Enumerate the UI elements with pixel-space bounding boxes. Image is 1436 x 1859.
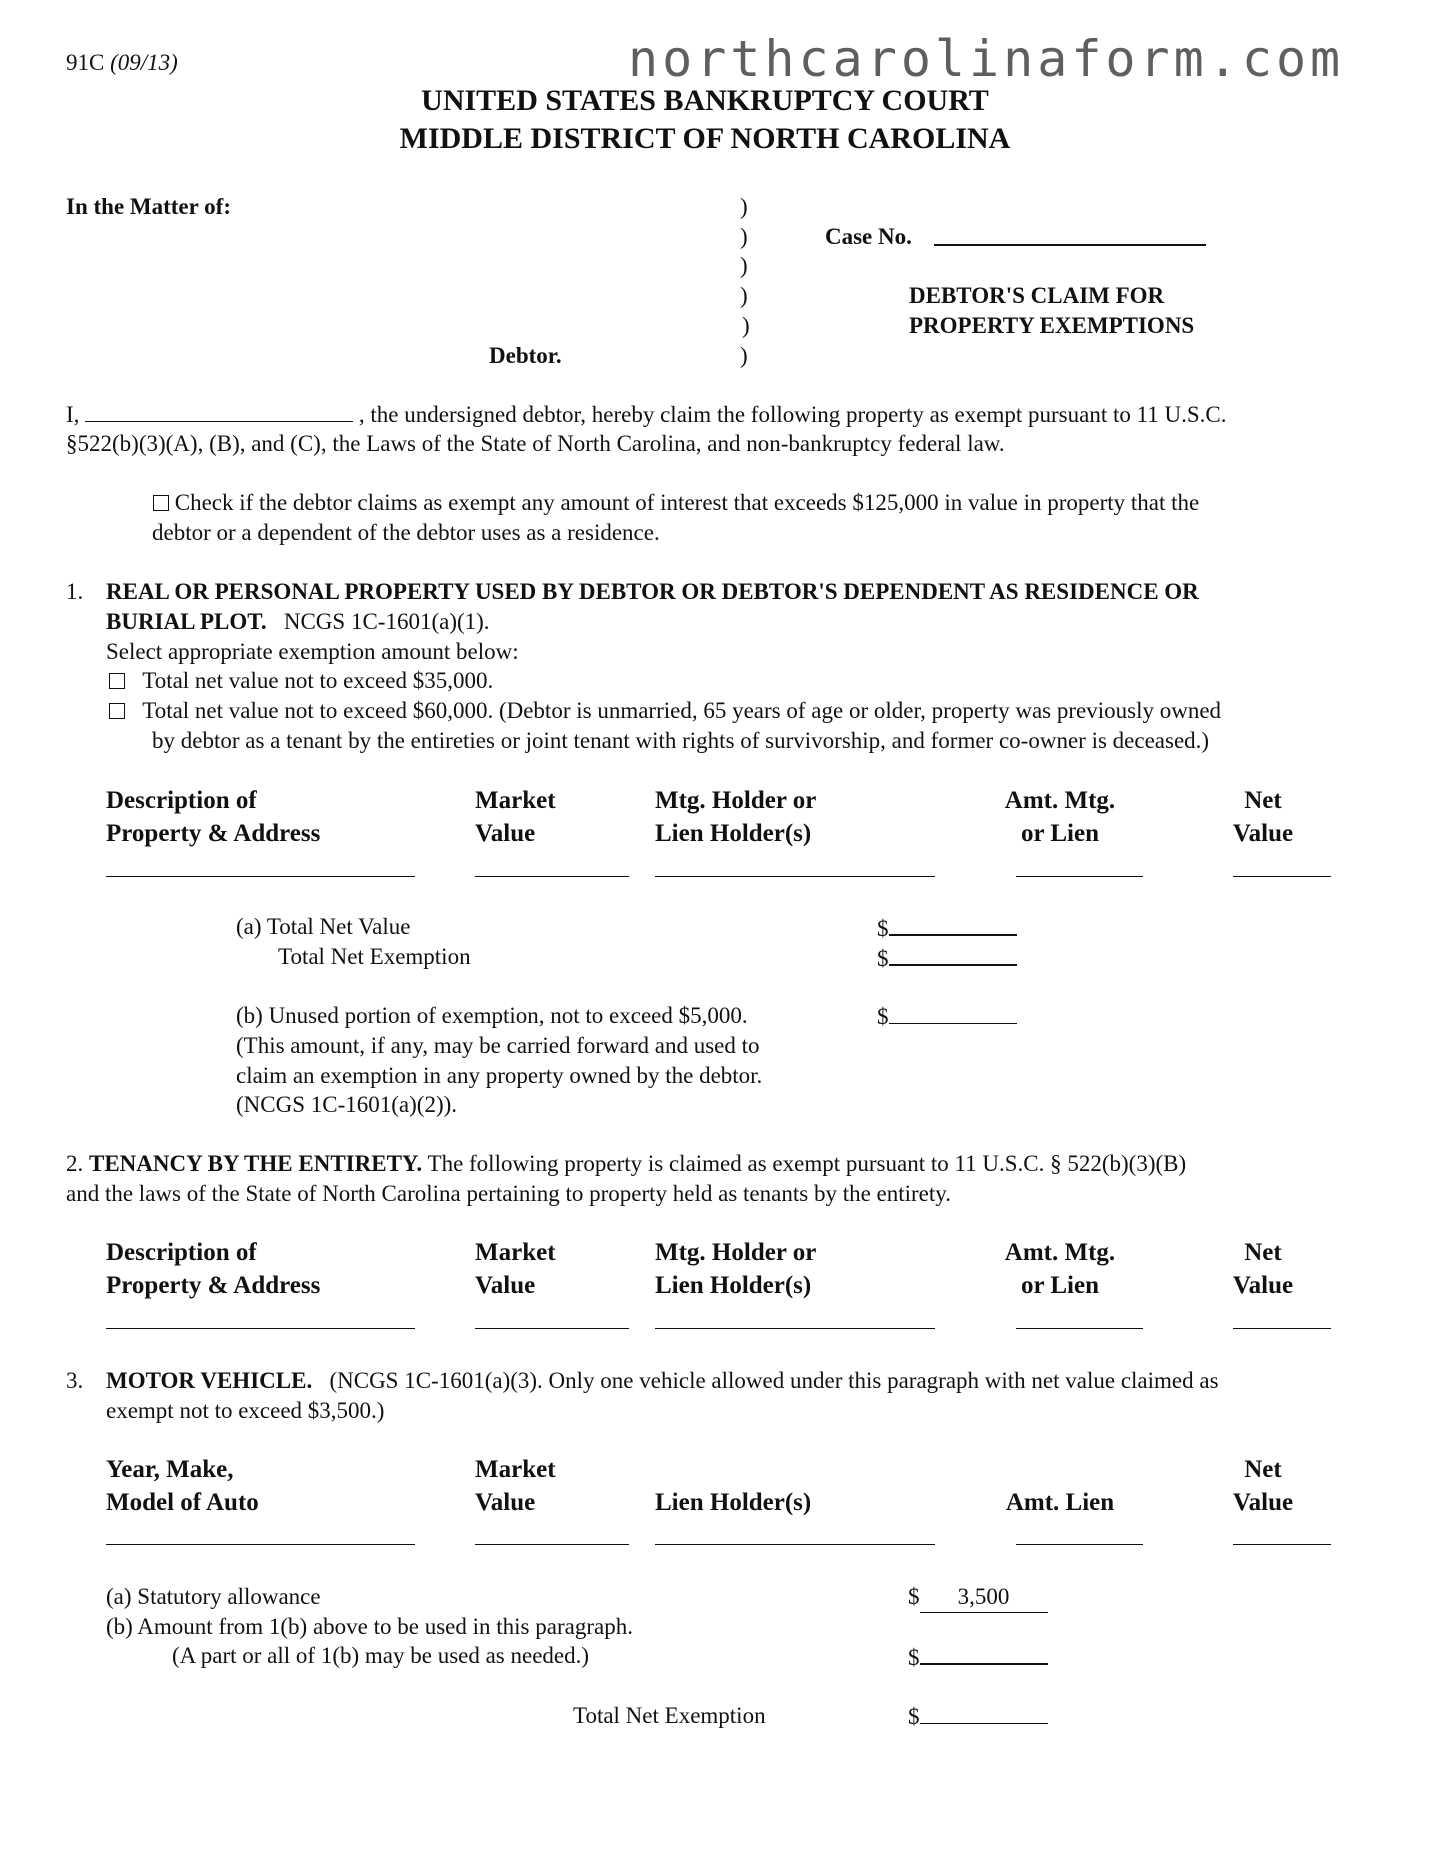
row-blank-market[interactable]: [475, 1544, 629, 1545]
section3-total-net-exemption-field[interactable]: $: [908, 1701, 1048, 1732]
debtor-name-field[interactable]: [85, 399, 353, 422]
caption-paren: ): [740, 253, 748, 278]
unused-portion-line2: (This amount, if any, may be carried forward and used to: [236, 1033, 760, 1058]
statutory-allowance-value: 3,500: [957, 1584, 1010, 1609]
col-year-make-model: Year, Make, Model of Auto: [106, 1456, 259, 1516]
col-amt-mtg: Amt. Mtg. or Lien: [1004, 787, 1116, 847]
debtor-label: Debtor.: [489, 343, 562, 368]
col-description: Description of Property & Address: [106, 1239, 321, 1299]
unused-portion-line1: (b) Unused portion of exemption, not to exceed $5,000.: [236, 1003, 748, 1028]
total-net-exemption-field[interactable]: $: [877, 942, 1017, 974]
caption-paren: ): [740, 283, 748, 308]
total-net-value-label: (a) Total Net Value: [236, 914, 411, 939]
total-net-value-field[interactable]: $: [877, 912, 1017, 944]
case-no-field[interactable]: [934, 244, 1206, 246]
row-blank-holder[interactable]: [655, 1328, 935, 1329]
section3-number: 3.: [66, 1368, 84, 1393]
section1-option2-line1: Total net value not to exceed $60,000. (Debtor is unmarried, 65 years of age or older, property was previously owned: [109, 696, 1221, 726]
section1-title-line2: BURIAL PLOT. NCGS 1C-1601(a)(1).: [106, 609, 490, 634]
col-amt-mtg: Amt. Mtg. or Lien: [1004, 1239, 1116, 1299]
total-net-exemption-label: Total Net Exemption: [278, 944, 471, 969]
section2-line1: 2. TENANCY BY THE ENTIRETY. The following property is claimed as exempt pursuant to 11 U.S.C. § 522(b)(3)(B): [66, 1151, 1187, 1176]
col-holder: Mtg. Holder or Lien Holder(s): [655, 1239, 817, 1299]
residence-checkbox[interactable]: [153, 495, 169, 511]
amount-from-1b-line2: (A part or all of 1(b) may be used as needed.): [172, 1643, 590, 1668]
row-blank-net[interactable]: [1233, 1544, 1331, 1545]
row-blank-amt[interactable]: [1016, 1328, 1143, 1329]
case-no-label: Case No.: [825, 224, 912, 249]
caption-paren: ): [740, 343, 748, 368]
section1-title-line1: REAL OR PERSONAL PROPERTY USED BY DEBTOR OR DEBTOR'S DEPENDENT AS RESIDENCE OR: [106, 579, 1199, 604]
section1-option1: Total net value not to exceed $35,000.: [109, 666, 493, 696]
caption-paren: ): [740, 224, 748, 249]
section3-line2: exempt not to exceed $3,500.): [106, 1398, 385, 1423]
statutory-allowance-label: (a) Statutory allowance: [106, 1584, 321, 1609]
unused-portion-line3: claim an exemption in any property owned by the debtor.: [236, 1063, 763, 1088]
option-60000-checkbox[interactable]: [109, 703, 125, 719]
claim-title-line2: PROPERTY EXEMPTIONS: [909, 313, 1195, 338]
col-market-value: Market Value: [475, 1239, 556, 1299]
amount-from-1b-field[interactable]: $: [908, 1641, 1048, 1673]
residence-check-line1: Check if the debtor claims as exempt any amount of interest that exceeds $125,000 in value in property that the: [153, 488, 1199, 518]
section2-line2: and the laws of the State of North Carolina pertaining to property held as tenants by the entirety.: [66, 1181, 952, 1206]
row-blank-holder[interactable]: [655, 876, 935, 877]
residence-check-line2: debtor or a dependent of the debtor uses as a residence.: [152, 520, 660, 545]
col-market-value: Market Value: [475, 787, 556, 847]
col-amt-lien: Amt. Lien: [1005, 1489, 1115, 1516]
court-title-line2: MIDDLE DISTRICT OF NORTH CAROLINA: [399, 122, 1011, 155]
row-blank-description[interactable]: [106, 1328, 415, 1329]
section1-select-text: Select appropriate exemption amount below:: [106, 639, 519, 664]
section1-option2-line2: by debtor as a tenant by the entireties or joint tenant with rights of survivorship, and former co-owner is deceased.): [152, 728, 1210, 753]
col-description: Description of Property & Address: [106, 787, 321, 847]
caption-paren: ): [740, 194, 748, 219]
col-lien-holder: Lien Holder(s): [655, 1489, 812, 1516]
col-market-value: Market Value: [475, 1456, 556, 1516]
unused-portion-line4: (NCGS 1C-1601(a)(2)).: [236, 1092, 458, 1117]
court-title-line1: UNITED STATES BANKRUPTCY COURT: [421, 84, 989, 117]
matter-label: In the Matter of:: [66, 194, 231, 219]
row-blank-holder[interactable]: [655, 1544, 935, 1545]
col-holder: Mtg. Holder or Lien Holder(s): [655, 787, 817, 847]
row-blank-market[interactable]: [475, 1328, 629, 1329]
section1-number: 1.: [66, 579, 84, 604]
form-date: (09/13): [110, 50, 178, 75]
row-blank-market[interactable]: [475, 876, 629, 877]
intro-line2: §522(b)(3)(A), (B), and (C), the Laws of the State of North Carolina, and non-bankruptcy federal law.: [66, 431, 1005, 456]
statutory-allowance-field: $ 3,500: [908, 1582, 1048, 1613]
row-blank-amt[interactable]: [1016, 876, 1143, 877]
option-35000-checkbox[interactable]: [109, 673, 125, 689]
section3-line1: MOTOR VEHICLE. (NCGS 1C-1601(a)(3). Only one vehicle allowed under this paragraph with net value claimed as: [106, 1368, 1219, 1393]
claim-title-line1: DEBTOR'S CLAIM FOR: [909, 283, 1165, 308]
row-blank-year[interactable]: [106, 1544, 415, 1545]
col-net-value: Net Value: [1232, 1456, 1294, 1516]
section3-total-net-exemption-label: Total Net Exemption: [573, 1703, 766, 1728]
row-blank-description[interactable]: [106, 876, 415, 877]
row-blank-amt[interactable]: [1016, 1544, 1143, 1545]
watermark: northcarolinaform.com: [628, 30, 1345, 88]
form-number: 91C (09/13): [66, 50, 178, 75]
col-net-value: Net Value: [1232, 1239, 1294, 1299]
caption-paren: ): [742, 313, 750, 338]
row-blank-net[interactable]: [1233, 1328, 1331, 1329]
intro-line1: I, , the undersigned debtor, hereby claim the following property as exempt pursuant to 11 U.S.C.: [66, 399, 1227, 430]
row-blank-net[interactable]: [1233, 876, 1331, 877]
unused-portion-field[interactable]: $: [877, 1001, 1017, 1032]
col-net-value: Net Value: [1232, 787, 1294, 847]
amount-from-1b-line1: (b) Amount from 1(b) above to be used in this paragraph.: [106, 1614, 633, 1639]
